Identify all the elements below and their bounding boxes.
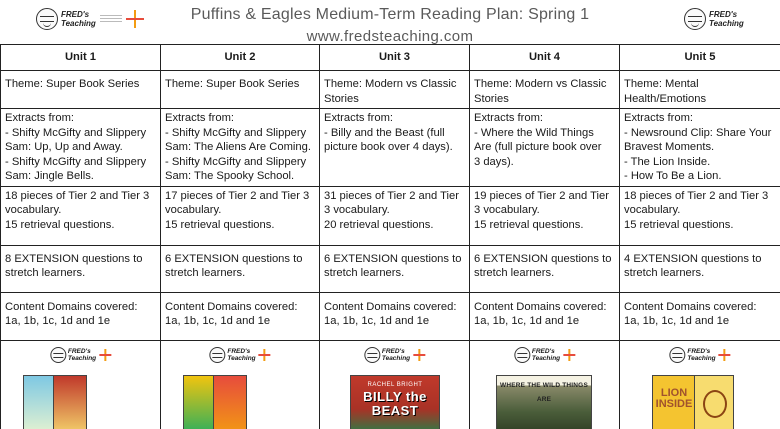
cross-icon (719, 349, 731, 361)
unit-4-vocab: 19 pieces of Tier 2 and Tier 3 vocabulary. 15 retrieval questions. (470, 186, 620, 245)
page-title: Puffins & Eagles Medium-Term Reading Plan: Spring 1 (190, 6, 590, 23)
unit-1-extension: 8 EXTENSION questions to stretch learners. (1, 245, 161, 292)
shifty-mcgifty-book-cover-2 (53, 375, 87, 429)
unit-3-extension: 6 EXTENSION questions to stretch learners. (320, 245, 470, 292)
how-to-be-a-lion-cover (694, 375, 734, 429)
unit-3-extracts: Extracts from: - Billy and the Beast (full picture book over 4 days). (320, 109, 470, 187)
freds-teaching-logo: FRED's Teaching (514, 347, 575, 363)
unit-3-domains: Content Domains covered: 1a, 1b, 1c, 1d and 1e (320, 292, 470, 340)
unit-5-theme: Theme: Mental Health/Emotions (620, 71, 780, 109)
logo-text: FRED's Teaching (709, 10, 744, 28)
unit-2-domains: Content Domains covered: 1a, 1b, 1c, 1d and 1e (161, 292, 320, 340)
billy-and-the-beast-cover: RACHEL BRIGHT BILLY the BEAST (350, 375, 440, 429)
unit-5-vocab: 18 pieces of Tier 2 and Tier 3 vocabulary. 15 retrieval questions. (620, 186, 780, 245)
unit-3-theme: Theme: Modern vs Classic Stories (320, 71, 470, 109)
unit-2-extension: 6 EXTENSION questions to stretch learners. (161, 245, 320, 292)
unit-5-cover (620, 340, 780, 429)
unit-1-vocab: 18 pieces of Tier 2 and Tier 3 vocabulary. 15 retrieval questions. (1, 186, 161, 245)
book-cover-row (1, 340, 780, 429)
extracts-row (1, 109, 780, 187)
the-lion-inside-cover: LION INSIDE (652, 375, 696, 429)
unit-1-extracts: Extracts from: - Shifty McGifty and Slippery Sam: Up, Up and Away. - Shifty McGifty and Slippery Sam: Jingle Bells. (1, 109, 161, 187)
shifty-mcgifty-book-cover-3 (183, 375, 215, 429)
unit-4-cover (470, 340, 620, 429)
cross-icon (413, 349, 425, 361)
unit-header-row (1, 45, 780, 71)
freds-teaching-logo: FRED's Teaching (669, 347, 730, 363)
face-icon (669, 347, 685, 363)
face-icon (514, 347, 530, 363)
unit-5-domains: Content Domains covered: 1a, 1b, 1c, 1d and 1e (620, 292, 780, 340)
unit-1-header: Unit 1 (1, 45, 161, 71)
unit-4-extension: 6 EXTENSION questions to stretch learners. (470, 245, 620, 292)
page-header (0, 0, 780, 46)
site-url[interactable]: www.fredsteaching.com (306, 28, 474, 45)
freds-teaching-logo: FRED's Teaching (50, 347, 111, 363)
logo-text: FRED's Teaching (61, 10, 96, 28)
face-icon (209, 347, 225, 363)
unit-4-header: Unit 4 (470, 45, 620, 71)
unit-3-cover (320, 340, 470, 429)
extension-row (1, 245, 780, 292)
unit-5-extension: 4 EXTENSION questions to stretch learners. (620, 245, 780, 292)
cross-icon (259, 349, 271, 361)
unit-1-theme: Theme: Super Book Series (1, 71, 161, 109)
unit-4-theme: Theme: Modern vs Classic Stories (470, 71, 620, 109)
vocabulary-row (1, 186, 780, 245)
unit-2-extracts: Extracts from: - Shifty McGifty and Slippery Sam: The Aliens Are Coming. - Shifty McGifty and Slippery Sam: The Spooky School. (161, 109, 320, 187)
cross-icon (563, 349, 575, 361)
where-the-wild-things-are-cover: WHERE THE WILD THINGS ARE (496, 375, 592, 429)
freds-teaching-logo: FRED's Teaching (209, 347, 270, 363)
face-icon (364, 347, 380, 363)
lion-icon (703, 390, 727, 418)
unit-1-cover (1, 340, 161, 429)
unit-5-header: Unit 5 (620, 45, 780, 71)
unit-2-theme: Theme: Super Book Series (161, 71, 320, 109)
unit-3-vocab: 31 pieces of Tier 2 and Tier 3 vocabulary. 20 retrieval questions. (320, 186, 470, 245)
reading-plan-table (0, 44, 780, 429)
face-icon (50, 347, 66, 363)
unit-2-vocab: 17 pieces of Tier 2 and Tier 3 vocabulary. 15 retrieval questions. (161, 186, 320, 245)
shifty-mcgifty-book-cover-4 (213, 375, 247, 429)
unit-4-extracts: Extracts from: - Where the Wild Things Are (full picture book over 3 days). (470, 109, 620, 187)
unit-5-extracts: Extracts from: - Newsround Clip: Share Your Bravest Moments. - The Lion Inside. - How To Be a Lion. (620, 109, 780, 187)
unit-3-header: Unit 3 (320, 45, 470, 71)
content-domains-row (1, 292, 780, 340)
shifty-mcgifty-book-cover-1 (23, 375, 55, 429)
unit-4-domains: Content Domains covered: 1a, 1b, 1c, 1d and 1e (470, 292, 620, 340)
unit-2-header: Unit 2 (161, 45, 320, 71)
theme-row (1, 71, 780, 109)
freds-teaching-logo: FRED's Teaching (364, 347, 425, 363)
cross-icon (99, 349, 111, 361)
unit-1-domains: Content Domains covered: 1a, 1b, 1c, 1d and 1e (1, 292, 161, 340)
unit-2-cover (161, 340, 320, 429)
